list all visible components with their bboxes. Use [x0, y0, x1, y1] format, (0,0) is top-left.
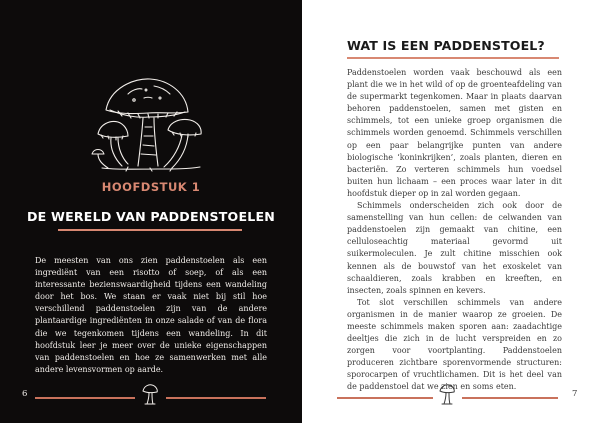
paragraph: Tot slot verschillen schimmels van andere organismen in de manier waarop ze groeien. De meeste schimmels maken sporen aan: zaadachtige deeltjes die zich in de lucht verspreiden en zo zorgen voor voortplanting. Paddenstoelen produceren zichtbare sporenvormende structuren: sporocarpen of vruchtlichamen. Dit is het deel van de paddenstoel dat we zien en soms eten. — [347, 297, 562, 392]
footer-divider-left — [337, 397, 433, 399]
page-number-left: 6 — [22, 389, 28, 399]
footer-divider-right — [462, 397, 558, 399]
mushroom-icon — [140, 382, 160, 406]
footer-divider-right — [166, 397, 266, 399]
chapter-label: HOOFDSTUK 1 — [101, 180, 201, 194]
footer-divider-left — [35, 397, 135, 399]
mushroom-icon — [437, 382, 457, 406]
paragraph: Schimmels onderscheiden zich ook door de samenstelling van hun cellen: de celwanden van paddenstoelen zijn gemaakt van chitine, een celluloseachtig materiaal gevormd uit suikermoleculen. Je zult chitine misschien ook kennen als de bouwstof van het exoskelet van schaaldieren, zoals krabben en kreeften, en insecten, zoals spinnen en kevers. — [347, 201, 562, 295]
mushroom-cluster-illustration — [88, 72, 206, 172]
page-number-right: 7 — [572, 389, 578, 399]
right-page — [302, 0, 600, 423]
heading-divider — [347, 57, 559, 59]
chapter-intro-text: De meesten van ons zien paddenstoelen als een ingrediënt van een risotto of soep, of als een interessante bezienswaardigheid tijdens een wandeling door het bos. We staan er vaak niet bij stil hoe verschillend paddenstoelen zijn van de andere plantaardige ingrediënten in onze salade of van de flora die we tegenkomen tijdens een wandeling. In dit hoofdstuk leer je meer over de unieke eigenschappen van paddenstoelen en hoe ze samenwerken met alle andere levensvormen op aarde. — [35, 256, 267, 374]
section-body — [347, 67, 562, 394]
paragraph: Paddenstoelen worden vaak beschouwd als een plant die we in het wild of op de groenteafdeling van de supermarkt tegenkomen. Maar in plaats daarvan behoren paddenstoelen, samen met gisten en schimmels, tot een unieke groep organismen die schimmels worden genoemd. Schimmels verschillen op een paar belangrijke punten van andere biologische ‘koninkrijken’, zoals planten, dieren en bacteriën. Zo verteren schimmels hun voedsel buiten hun lichaam – een proces waar later in dit hoofdstuk dieper op in zal worden gegaan. — [347, 68, 562, 198]
chapter-title: DE WERELD VAN PADDENSTOELEN — [26, 209, 276, 224]
title-divider — [58, 229, 242, 231]
section-heading: WAT IS EEN PADDENSTOEL? — [347, 38, 545, 53]
